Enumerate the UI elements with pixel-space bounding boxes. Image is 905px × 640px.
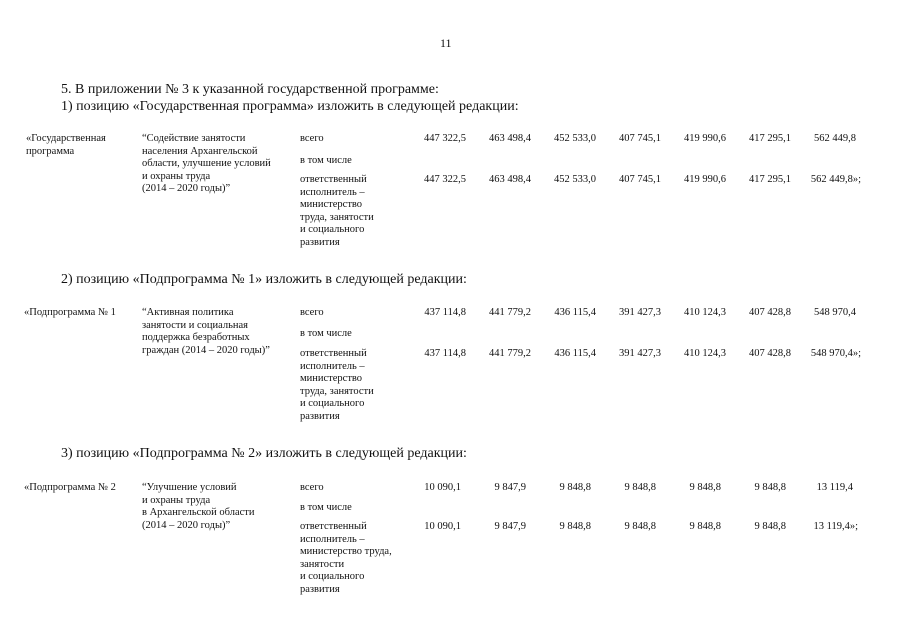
page-number: 11 <box>440 36 452 50</box>
title-line: населения Архангельской <box>142 145 258 157</box>
executor-line: исполнитель – <box>300 186 365 198</box>
value-cell: 9 848,8 <box>754 521 786 532</box>
value-cell: 391 427,3 <box>619 348 661 359</box>
position-name-line: «Государственная <box>26 133 106 144</box>
value-cell: 417 295,1 <box>749 133 791 144</box>
including-label: в том числе <box>300 502 352 513</box>
executor-label <box>300 174 374 249</box>
executor-line: исполнитель – <box>300 360 365 372</box>
title-line: и охраны труда <box>142 170 211 182</box>
program-title <box>142 307 270 357</box>
position-name <box>24 307 116 320</box>
value-cell: 10 090,1 <box>424 521 461 532</box>
value-cell: 463 498,4 <box>489 174 531 185</box>
value-cell: 562 449,8 <box>814 133 856 144</box>
total-label: всего <box>300 482 324 493</box>
value-cell: 10 090,1 <box>424 482 461 493</box>
executor-line: ответственный <box>300 174 367 185</box>
program-title <box>142 133 271 196</box>
value-cell: 452 533,0 <box>554 133 596 144</box>
title-line: “Содействие занятости <box>142 133 246 144</box>
value-cell: 436 115,4 <box>554 348 596 359</box>
executor-line: развития <box>300 410 340 422</box>
value-cell: 441 779,2 <box>489 307 531 318</box>
value-cell: 407 428,8 <box>749 348 791 359</box>
value-cell: 407 745,1 <box>619 133 661 144</box>
item-1-text: 1) позицию «Государственная программа» изложить в следующей редакции: <box>61 99 519 114</box>
program-title <box>142 482 255 532</box>
value-cell: 441 779,2 <box>489 348 531 359</box>
value-cell: 9 848,8 <box>559 521 591 532</box>
value-cell: 548 970,4 <box>814 307 856 318</box>
title-line: в Архангельской области <box>142 507 255 518</box>
title-line: поддержка безработных <box>142 332 250 343</box>
title-line: и охраны труда <box>142 494 211 506</box>
position-name-line: «Подпрограмма № 2 <box>24 482 116 493</box>
position-name-line: «Подпрограмма № 1 <box>24 307 116 318</box>
value-cell: 419 990,6 <box>684 174 726 185</box>
title-line: “Улучшение условий <box>142 482 237 493</box>
total-label: всего <box>300 307 324 318</box>
title-line: граждан (2014 – 2020 годы)” <box>142 344 270 356</box>
value-cell: 548 970,4»; <box>810 348 861 359</box>
executor-line: министерство труда, <box>300 546 392 557</box>
executor-line: развития <box>300 236 340 248</box>
value-cell: 9 847,9 <box>494 482 526 493</box>
value-cell: 410 124,3 <box>684 307 726 318</box>
value-cell: 562 449,8»; <box>810 174 861 185</box>
value-cell: 437 114,8 <box>424 307 466 318</box>
value-cell: 419 990,6 <box>684 133 726 144</box>
executor-line: труда, занятости <box>300 211 374 223</box>
title-line: “Активная политика <box>142 307 234 318</box>
value-cell: 463 498,4 <box>489 133 531 144</box>
executor-line: занятости <box>300 558 345 570</box>
value-cell: 447 322,5 <box>424 133 466 144</box>
value-cell: 407 745,1 <box>619 174 661 185</box>
value-cell: 447 322,5 <box>424 174 466 185</box>
executor-label <box>300 348 374 423</box>
executor-line: труда, занятости <box>300 385 374 397</box>
value-cell: 452 533,0 <box>554 174 596 185</box>
value-cell: 417 295,1 <box>749 174 791 185</box>
value-cell: 407 428,8 <box>749 307 791 318</box>
value-cell: 436 115,4 <box>554 307 596 318</box>
executor-label <box>300 521 392 596</box>
executor-line: исполнитель – <box>300 533 365 545</box>
value-cell: 9 848,8 <box>624 521 656 532</box>
title-line: (2014 – 2020 годы)” <box>142 519 231 531</box>
title-line: (2014 – 2020 годы)” <box>142 183 231 194</box>
value-cell: 13 119,4»; <box>813 521 858 532</box>
executor-line: и социального <box>300 571 365 582</box>
executor-line: и социального <box>300 224 365 235</box>
title-line: занятости и социальная <box>142 319 248 331</box>
executor-line: ответственный <box>300 521 367 532</box>
executor-line: министерство <box>300 373 363 384</box>
position-name <box>24 482 116 495</box>
executor-line: развития <box>300 583 340 595</box>
item-2-text: 2) позицию «Подпрограмма № 1» изложить в следующей редакции: <box>61 272 467 287</box>
executor-line: ответственный <box>300 348 367 359</box>
total-label: всего <box>300 133 324 144</box>
value-cell: 9 847,9 <box>494 521 526 532</box>
value-cell: 9 848,8 <box>559 482 591 493</box>
item-3-text: 3) позицию «Подпрограмма № 2» изложить в следующей редакции: <box>61 446 467 461</box>
item-5-text: 5. В приложении № 3 к указанной государственной программе: <box>61 82 439 97</box>
including-label: в том числе <box>300 328 352 339</box>
value-cell: 9 848,8 <box>624 482 656 493</box>
title-line: области, улучшение условий <box>142 158 271 169</box>
value-cell: 391 427,3 <box>619 307 661 318</box>
including-label: в том числе <box>300 155 352 166</box>
value-cell: 9 848,8 <box>754 482 786 493</box>
value-cell: 437 114,8 <box>424 348 466 359</box>
value-cell: 13 119,4 <box>816 482 853 493</box>
position-name-line: программа <box>26 145 75 157</box>
executor-line: и социального <box>300 398 365 409</box>
value-cell: 410 124,3 <box>684 348 726 359</box>
executor-line: министерство <box>300 199 363 210</box>
value-cell: 9 848,8 <box>689 482 721 493</box>
position-name <box>26 133 106 158</box>
value-cell: 9 848,8 <box>689 521 721 532</box>
